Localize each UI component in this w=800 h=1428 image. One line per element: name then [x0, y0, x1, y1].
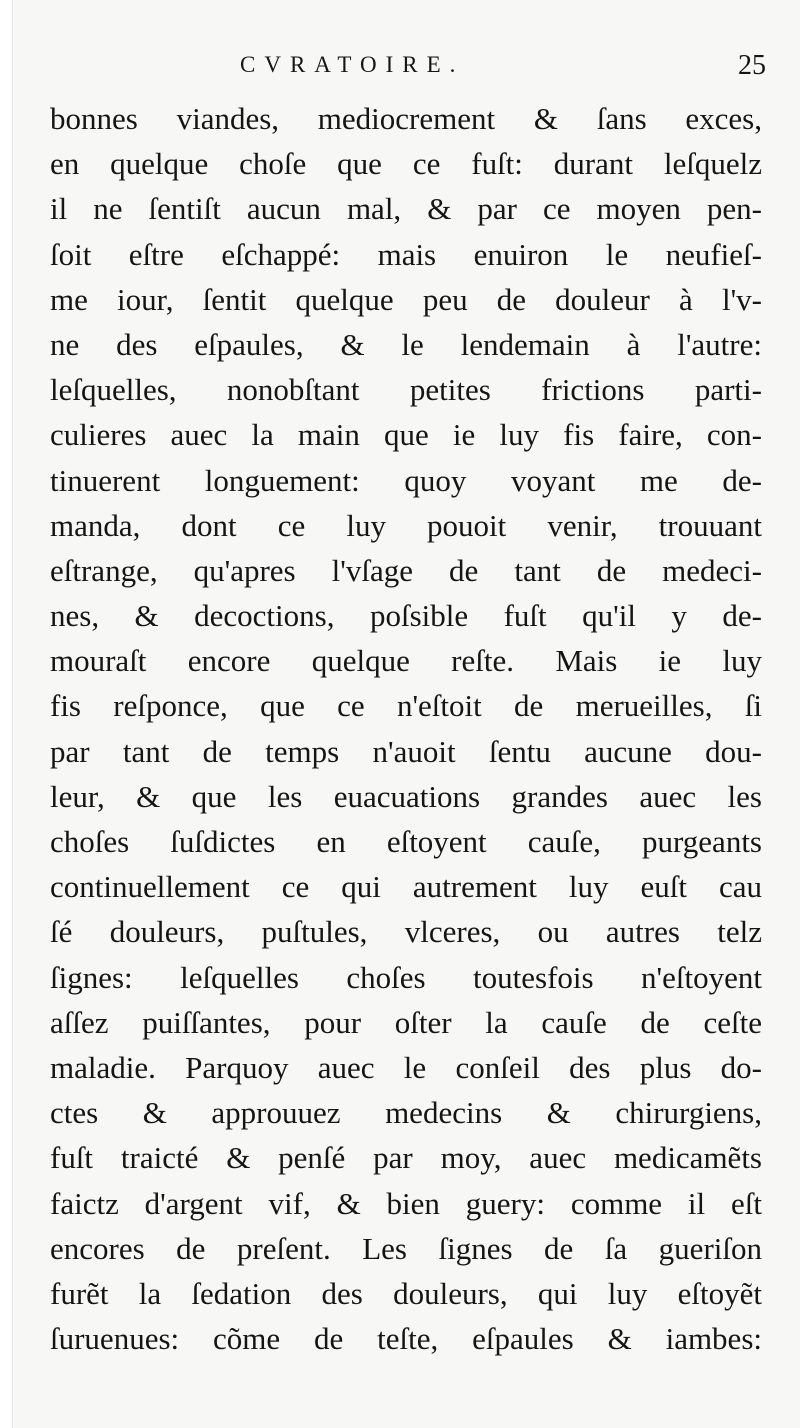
text-line: faictz d'argent vif, & bien guery: comme il eſt	[50, 1185, 762, 1221]
page-number: 25	[738, 50, 766, 81]
page-gutter	[0, 0, 13, 1428]
text-line: leur, & que les euacuations grandes auec les	[50, 778, 762, 814]
text-line: fis reſponce, que ce n'eſtoit de merueilles, ſi	[50, 688, 762, 724]
text-line: en quelque choſe que ce fuſt: durant leſquelz	[50, 146, 762, 182]
text-line: ſoit eſtre eſchappé: mais enuiron le neufieſ-	[50, 236, 762, 272]
text-line: furẽt la ſedation des douleurs, qui luy eſtoyẽt	[50, 1275, 762, 1311]
text-line: culieres auec la main que ie luy fis faire, con-	[50, 417, 762, 453]
text-line: ſignes: leſquelles choſes toutesfois n'eſtoyent	[50, 959, 762, 995]
text-line: eſtrange, qu'apres l'vſage de tant de medeci-	[50, 552, 762, 588]
text-line: ctes & approuuez medecins & chirurgiens,	[50, 1095, 762, 1131]
text-line: il ne ſentiſt aucun mal, & par ce moyen pen-	[50, 191, 762, 227]
text-line: maladie. Parquoy auec le conſeil des plus do-	[50, 1049, 762, 1085]
text-line: bonnes viandes, mediocrement & ſans exces,	[50, 101, 762, 136]
text-line: manda, dont ce luy pouoit venir, trouuant	[50, 507, 762, 543]
text-line: tinuerent longuement: quoy voyant me de-	[50, 462, 762, 498]
text-line: ne des eſpaules, & le lendemain à l'autre:	[50, 326, 762, 362]
text-line: choſes ſuſdictes en eſtoyent cauſe, purgeants	[50, 824, 762, 859]
text-line: fuſt traicté & penſé par moy, auec medicamẽts	[50, 1140, 762, 1176]
text-line: continuellement ce qui autrement luy euſt cau	[50, 869, 762, 905]
body-text	[50, 96, 762, 1361]
text-line: me iour, ſentit quelque peu de douleur à l'v-	[50, 281, 762, 317]
text-line: aſſez puiſſantes, pour oſter la cauſe de ceſte	[50, 1004, 762, 1040]
text-line: ſuruenues: cõme de teſte, eſpaules & iambes:	[50, 1321, 762, 1357]
page-header	[0, 52, 800, 92]
text-line: nes, & decoctions, poſsible fuſt qu'il y de-	[50, 598, 762, 634]
text-line: par tant de temps n'auoit ſentu aucune dou-	[50, 733, 762, 769]
running-head: CVRATOIRE.	[240, 52, 465, 77]
text-line: leſquelles, nonobſtant petites frictions parti-	[50, 372, 762, 408]
text-line: encores de preſent. Les ſignes de ſa gueriſon	[50, 1230, 762, 1266]
text-line: ſé douleurs, puſtules, vlceres, ou autres telz	[50, 914, 762, 950]
text-line: mouraſt encore quelque reſte. Mais ie luy	[50, 643, 762, 679]
